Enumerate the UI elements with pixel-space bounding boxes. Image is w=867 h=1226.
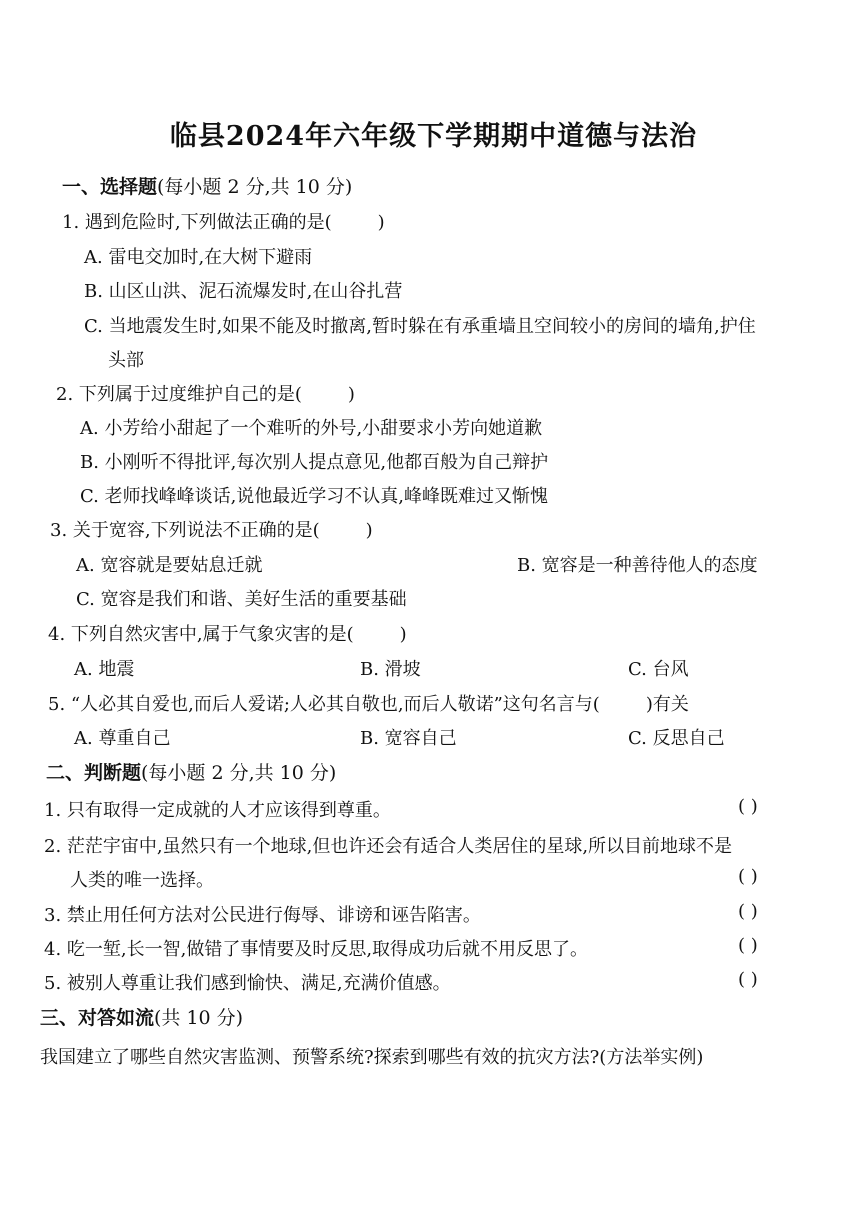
judge-answer-3[interactable]: ( ) [738, 901, 758, 922]
q1-close: ) [377, 212, 385, 233]
section2-heading [46, 758, 336, 785]
section1-heading [62, 172, 352, 199]
q2-option-a: A. 小芳给小甜起了一个难听的外号,小甜要求小芳向她道歉 [80, 418, 543, 439]
section1-heading-text: 一、选择题 [62, 176, 158, 198]
q2-stem-text: 2. 下列属于过度维护自己的是( [56, 384, 302, 405]
section2-heading-text: 二、判断题 [46, 762, 142, 784]
q2-close: ) [347, 384, 355, 405]
q3-option-c: C. 宽容是我们和谐、美好生活的重要基础 [76, 589, 407, 610]
section3-heading [40, 1003, 243, 1030]
q3-option-b: B. 宽容是一种善待他人的态度 [517, 555, 758, 576]
q3-stem-text: 3. 关于宽容,下列说法不正确的是( [50, 520, 320, 541]
q4-stem-text: 4. 下列自然灾害中,属于气象灾害的是( [48, 624, 354, 645]
q5-option-c: C. 反思自己 [628, 728, 725, 749]
q1-option-c-cont: 头部 [108, 350, 144, 371]
q4-option-c: C. 台风 [628, 659, 689, 680]
judge-answer-1[interactable]: ( ) [738, 796, 758, 817]
q1-option-b: B. 山区山洪、泥石流爆发时,在山谷扎营 [84, 281, 403, 302]
section3-question: 我国建立了哪些自然灾害监测、预警系统?探索到哪些有效的抗灾方法?(方法举实例) [40, 1047, 704, 1068]
judge-item-2-cont: 人类的唯一选择。 [70, 870, 214, 891]
q5-stem [48, 690, 689, 716]
judge-answer-2[interactable]: ( ) [738, 866, 758, 887]
section3-note: (共 10 分) [154, 1007, 244, 1029]
q4-stem [48, 620, 407, 646]
q2-option-b: B. 小刚听不得批评,每次别人提点意见,他都百般为自己辩护 [80, 452, 549, 473]
section1-note: (每小题 2 分,共 10 分) [157, 176, 353, 198]
q3-stem [50, 516, 373, 542]
judge-item-3: 3. 禁止用任何方法对公民进行侮辱、诽谤和诬告陷害。 [44, 905, 481, 926]
q5-stem-text: 5. “人必其自爱也,而后人爱诺;人必其自敬也,而后人敬诺”这句名言与( [48, 694, 600, 715]
q5-option-a: A. 尊重自己 [74, 728, 171, 749]
judge-answer-5[interactable]: ( ) [738, 969, 758, 990]
judge-item-1: 1. 只有取得一定成就的人才应该得到尊重。 [44, 800, 391, 821]
q5-option-b: B. 宽容自己 [360, 728, 457, 749]
q4-close: ) [399, 624, 407, 645]
q1-option-c: C. 当地震发生时,如果不能及时撤离,暂时躲在有承重墙且空间较小的房间的墙角,护住 [84, 316, 756, 337]
section3-heading-text: 三、对答如流 [40, 1007, 155, 1029]
q1-option-a: A. 雷电交加时,在大树下避雨 [84, 247, 313, 268]
exam-title: 临县2024年六年级下学期期中道德与法治 [169, 121, 698, 152]
judge-item-4: 4. 吃一堑,长一智,做错了事情要及时反思,取得成功后就不用反思了。 [44, 939, 589, 960]
q3-option-a: A. 宽容就是要姑息迁就 [76, 555, 263, 576]
q1-stem-text: 1. 遇到危险时,下列做法正确的是( [62, 212, 332, 233]
q2-stem [56, 380, 355, 406]
section2-note: (每小题 2 分,共 10 分) [141, 762, 337, 784]
q4-option-b: B. 滑坡 [360, 659, 421, 680]
q3-close: ) [365, 520, 373, 541]
q4-option-a: A. 地震 [74, 659, 135, 680]
q1-stem [62, 208, 385, 234]
judge-item-2: 2. 茫茫宇宙中,虽然只有一个地球,但也许还会有适合人类居住的星球,所以目前地球不是 [44, 836, 733, 857]
judge-answer-4[interactable]: ( ) [738, 935, 758, 956]
q2-option-c: C. 老师找峰峰谈话,说他最近学习不认真,峰峰既难过又惭愧 [80, 486, 549, 507]
q5-close: )有关 [645, 694, 689, 715]
judge-item-5: 5. 被别人尊重让我们感到愉快、满足,充满价值感。 [44, 973, 451, 994]
